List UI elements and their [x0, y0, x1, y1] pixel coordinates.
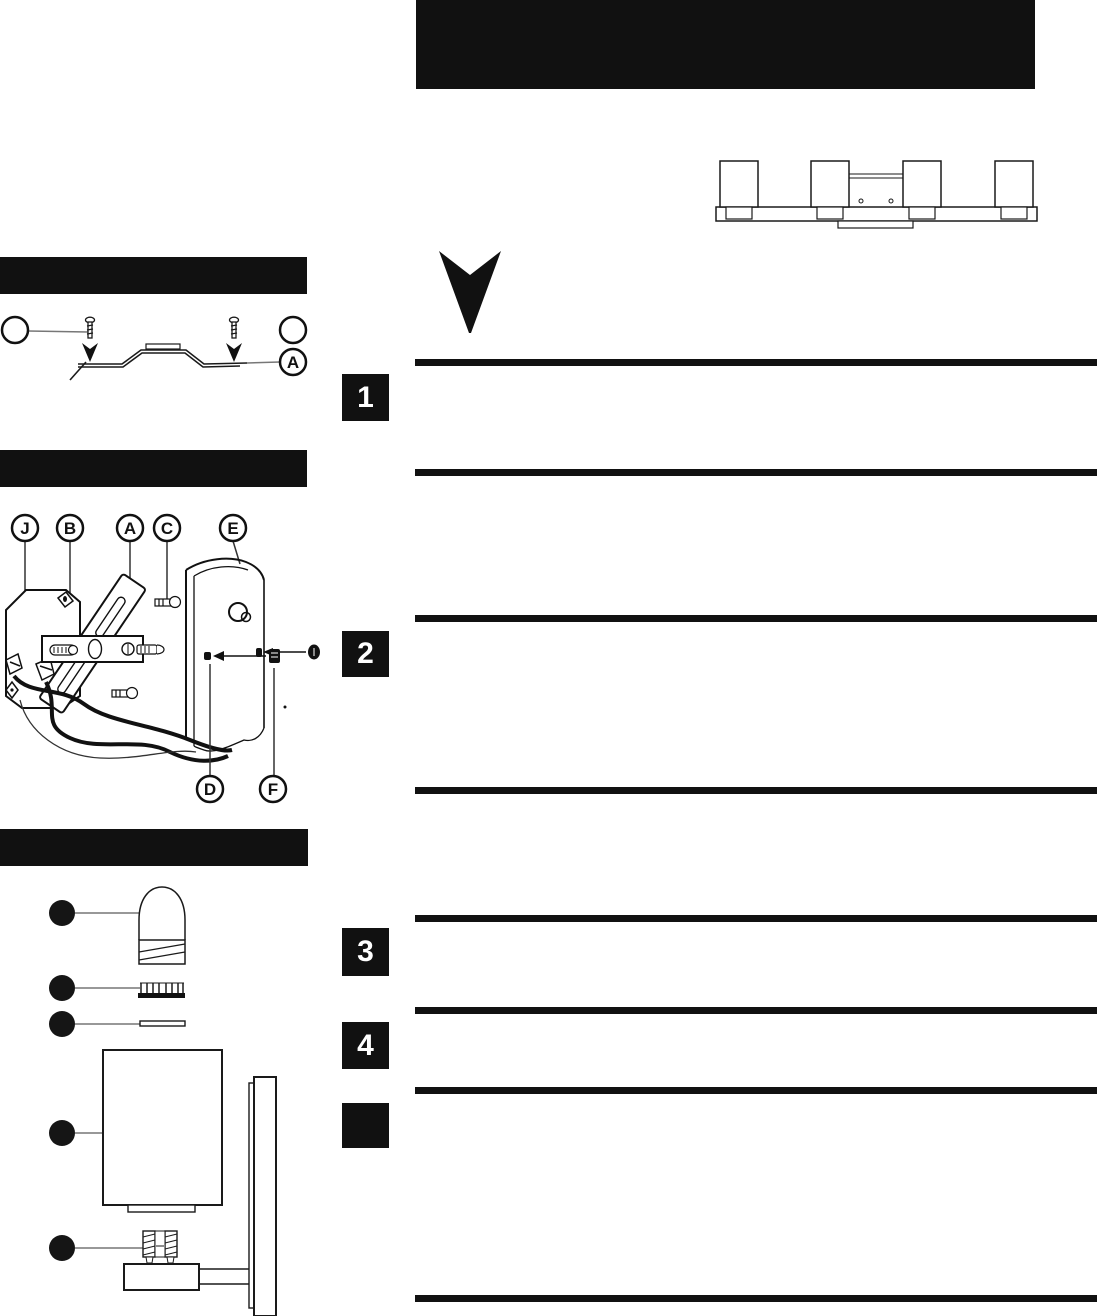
- parts-explosion-diagram: [0, 880, 340, 1316]
- mounting-screw-icon: [86, 317, 239, 338]
- title-banner: [416, 0, 1035, 89]
- bullet-callout: [49, 900, 75, 1261]
- step-box-5: [342, 1103, 389, 1148]
- mounting-bar: [42, 636, 164, 662]
- step-box-2: [342, 631, 389, 677]
- rule-6: [415, 1007, 1097, 1014]
- part-label-f: F: [267, 780, 279, 799]
- step-number-2: 2: [357, 637, 374, 670]
- mounting-strap-diagram: [0, 300, 330, 400]
- step-box-3: [342, 928, 389, 976]
- part-label-j: J: [20, 519, 30, 538]
- socket-drawing: [143, 1231, 177, 1263]
- section-header-mounting: [0, 257, 307, 294]
- glass-shade-drawing: [103, 1050, 222, 1212]
- part-label-c: C: [160, 519, 174, 538]
- rule-1: [415, 359, 1097, 366]
- backplate-edge-drawing: [249, 1077, 276, 1316]
- part-label-d: D: [203, 780, 217, 799]
- down-arrow-icon: [438, 250, 502, 334]
- step-number-3: 3: [357, 935, 374, 968]
- step-number-4: 4: [357, 1028, 374, 1062]
- step-box-1: [342, 374, 389, 421]
- part-label-a: A: [123, 519, 137, 538]
- backplate: [186, 559, 264, 751]
- section-header-shade-assembly: [0, 829, 308, 866]
- washer-drawing: [140, 1021, 185, 1026]
- callout-circle-right: [280, 317, 306, 343]
- bulb-drawing: [139, 887, 185, 964]
- rule-3: [415, 615, 1097, 622]
- part-label-a: A: [286, 353, 300, 372]
- socket-arm-drawing: [124, 1264, 249, 1290]
- assembly-diagram: [0, 500, 340, 810]
- step-number-1: 1: [357, 380, 374, 414]
- part-label-e: E: [227, 519, 239, 538]
- rule-7: [415, 1087, 1097, 1094]
- crossbar-strap: [70, 344, 247, 380]
- step-box-4: [342, 1022, 389, 1069]
- fixture-drawing: [705, 152, 1050, 232]
- insert-arrow-icon: [82, 343, 98, 362]
- socket-ring-drawing: [138, 983, 185, 998]
- section-header-wiring: [0, 450, 307, 487]
- insert-arrow-icon: [226, 343, 242, 362]
- rule-5: [415, 915, 1097, 922]
- rule-8: [415, 1295, 1097, 1302]
- callout-circle-left: [2, 317, 28, 343]
- rule-4: [415, 787, 1097, 794]
- rule-2: [415, 469, 1097, 476]
- part-label-b: B: [63, 519, 77, 538]
- screw-d-f-hardware: [204, 645, 320, 709]
